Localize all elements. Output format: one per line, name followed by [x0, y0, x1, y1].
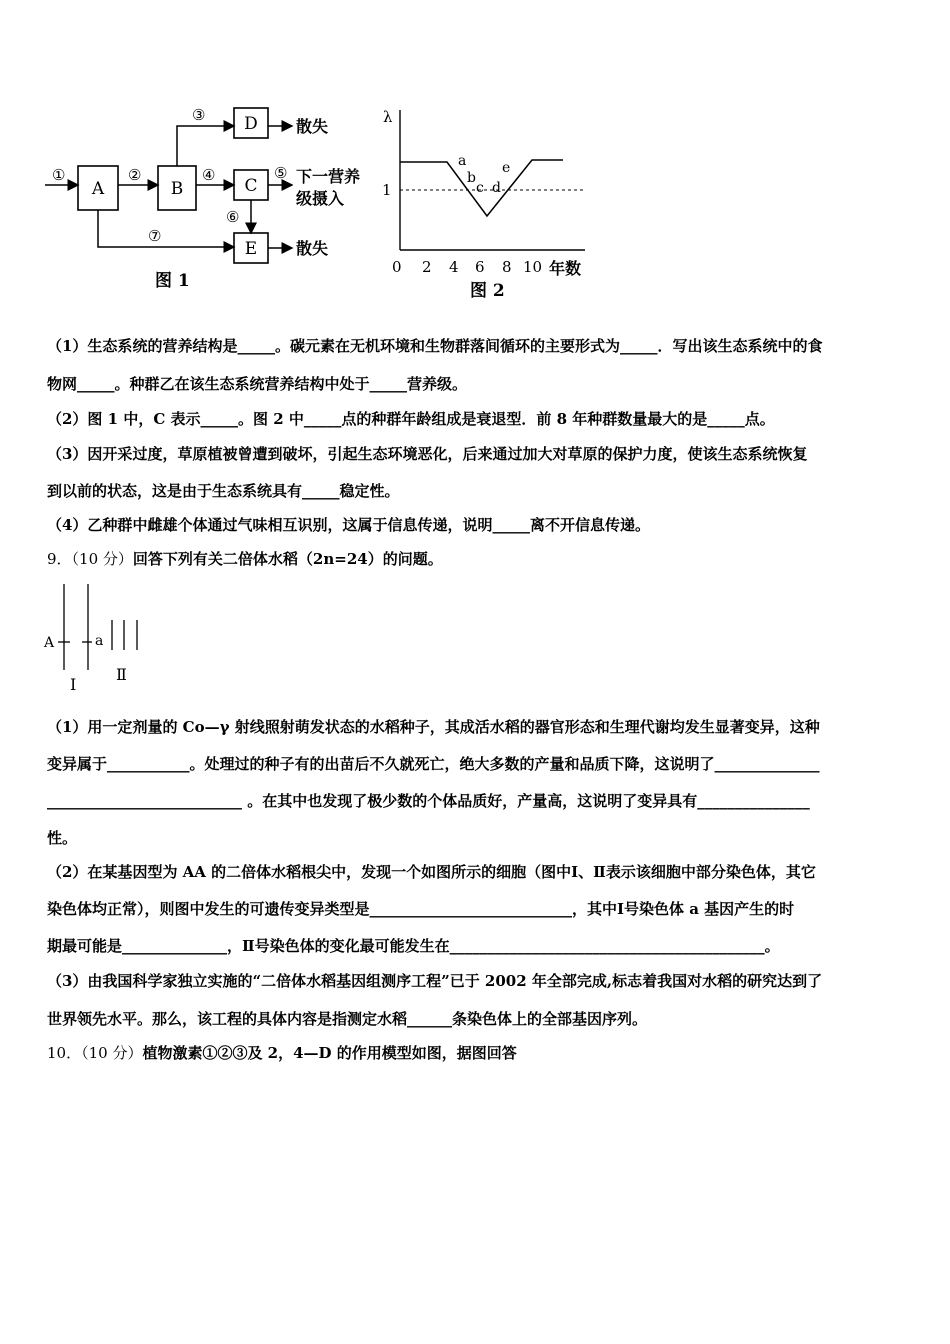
y-axis-label: λ — [383, 108, 393, 126]
x-tick-2: 2 — [422, 258, 432, 276]
arrow-1-number: ① — [52, 166, 66, 184]
q9-header — [47, 548, 443, 569]
figure2-lambda-chart — [375, 100, 615, 305]
d-output-label: 散失 — [296, 117, 329, 136]
figure2-caption: 图 2 — [470, 281, 505, 301]
x-tick-8: 8 — [502, 258, 512, 276]
q9-part3-line2: 世界领先水平。那么，该工程的具体内容是指测定水稻______条染色体上的全部基因序列。 — [47, 1010, 648, 1028]
point-label-b: b — [467, 170, 476, 186]
q8-part1-line2: 物网_____。种群乙在该生态系统营养结构中处于_____营养级。 — [47, 375, 468, 393]
q8-part2: （2）图 1 中，C 表示_____。图 2 中_____点的种群年龄组成是衰退型．前 8 年种群数量最大的是_____点。 — [47, 410, 775, 428]
arrow-3-number: ③ — [192, 106, 206, 124]
q9-chromosome-figure — [40, 582, 160, 697]
c-output-label-line2: 级摄入 — [296, 189, 345, 208]
gene-A-label: A — [44, 635, 55, 651]
x-tick-0: 0 — [392, 258, 402, 276]
arrow-4-number: ④ — [202, 166, 216, 184]
box-b-label: B — [170, 179, 184, 199]
box-e-label: E — [244, 239, 258, 259]
x-tick-10: 10 — [523, 258, 543, 276]
gene-a-label: a — [95, 633, 104, 649]
q8-part1-line1: （1）生态系统的营养结构是_____。碳元素在无机环境和生物群落间循环的主要形式为_____．写出该生态系统中的食 — [47, 337, 823, 355]
figure1-energy-flow-diagram — [40, 100, 361, 300]
x-ticks — [392, 258, 542, 276]
q10-header — [47, 1042, 517, 1063]
box-c-label: C — [244, 176, 258, 196]
figure1-caption: 图 1 — [155, 271, 190, 291]
arrow-3 — [177, 126, 234, 166]
chromosome-II-label: Ⅱ — [116, 665, 127, 684]
q8-part3-line2: 到以前的状态，这是由于生态系统具有_____稳定性。 — [47, 482, 400, 500]
q9-part3-line1: （3）由我国科学家独立实施的“二倍体水稻基因组测序工程”已于 2002 年全部完成,标志着我国对水稻的研究达到了 — [47, 972, 823, 990]
q10-number: 10．（10 分） — [47, 1044, 143, 1062]
q8-part4: （4）乙种群中雌雄个体通过气味相互识别，这属于信息传递，说明_____离不开信息传递。 — [47, 516, 650, 534]
arrow-7 — [98, 210, 234, 247]
point-label-c: c — [476, 180, 484, 196]
y-tick-1: 1 — [382, 181, 392, 199]
x-axis-label: 年数 — [549, 259, 582, 278]
q9-part1-line3: __________________________ 。在其中也发现了极少数的个体品质好，产量高，这说明了变异具有_______________ — [47, 792, 810, 810]
q9-number: 9．（10 分） — [47, 550, 133, 568]
q9-part2-line1: （2）在某基因型为 AA 的二倍体水稻根尖中，发现一个如图所示的细胞（图中Ⅰ、Ⅱ表示该细胞中部分染色体，其它 — [47, 863, 816, 881]
x-tick-6: 6 — [475, 258, 485, 276]
point-label-a: a — [458, 153, 467, 169]
q9-part1-line2: 变异属于___________。处理过的种子有的出苗后不久就死亡，绝大多数的产量和品质下降，这说明了______________ — [47, 755, 820, 773]
arrow-6-number: ⑥ — [226, 208, 240, 226]
q9-part2-line3: 期最可能是______________，Ⅱ号染色体的变化最可能发生在__________________________________________。 — [47, 937, 780, 955]
q9-part1-line4: 性。 — [47, 829, 78, 847]
arrow-5-number: ⑤ — [274, 164, 288, 182]
box-a-label: A — [91, 179, 105, 199]
chromosome-I-label: Ⅰ — [70, 675, 77, 694]
q10-stem: 植物激素①②③及 2，4—D 的作用模型如图，据图回答 — [142, 1044, 517, 1062]
e-output-label: 散失 — [296, 239, 329, 258]
point-label-e: e — [502, 160, 511, 176]
q9-stem: 回答下列有关二倍体水稻（2n=24）的问题。 — [132, 550, 443, 568]
arrow-7-number: ⑦ — [148, 227, 162, 245]
x-tick-4: 4 — [449, 258, 459, 276]
point-label-d: d — [492, 180, 501, 196]
arrow-2-number: ② — [128, 166, 142, 184]
q8-part3-line1: （3）因开采过度，草原植被曾遭到破坏，引起生态环境恶化，后来通过加大对草原的保护力度，使该生态系统恢复 — [47, 445, 808, 463]
box-d-label: D — [244, 114, 258, 134]
q9-part1-line1: （1）用一定剂量的 Co—γ 射线照射萌发状态的水稻种子，其成活水稻的器官形态和生理代谢均发生显著变异，这种 — [47, 718, 820, 736]
q9-part2-line2: 染色体均正常），则图中发生的可遗传变异类型是___________________________，其中Ⅰ号染色体 a 基因产生的时 — [47, 900, 795, 918]
c-output-label-line1: 下一营养 — [296, 167, 361, 186]
